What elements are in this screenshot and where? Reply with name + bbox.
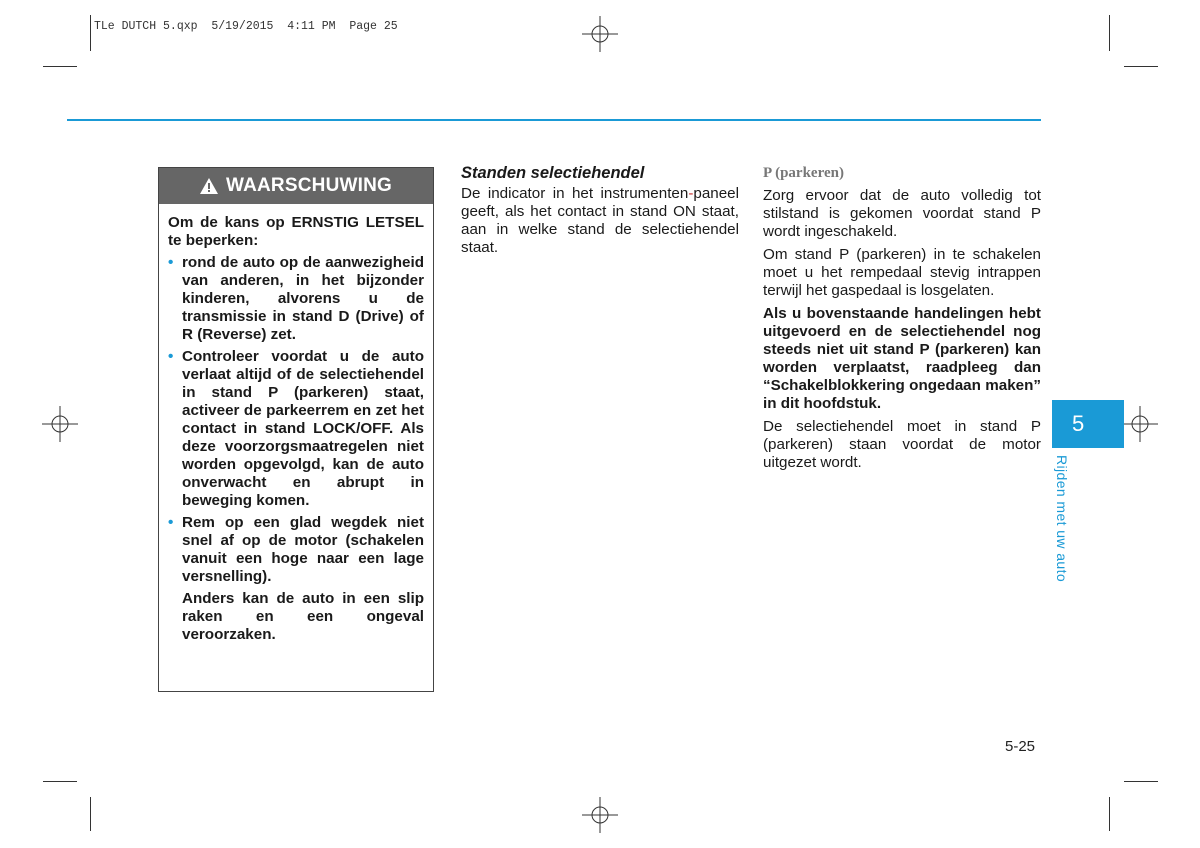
park-paragraph-2: Om stand P (parkeren) in te schakelen moet u het rempedaal stevig intrappen terwijl het gaspedaal is losgelaten.	[763, 246, 1041, 299]
hyphen-mark: -	[688, 185, 694, 202]
selector-positions-section	[461, 164, 739, 257]
registration-mark-left	[42, 406, 78, 442]
warning-header	[159, 168, 433, 204]
registration-mark-bottom	[582, 797, 618, 833]
crop-mark-bl-h	[43, 781, 77, 782]
section-paragraph: De indicator in het instrumenten-paneel geeft, als het contact in stand ON staat, aan in welke stand de selectiehendel staat.	[461, 185, 739, 256]
park-paragraph-4: De selectiehendel moet in stand P (parkeren) staan voordat de motor uitgezet wordt.	[763, 418, 1041, 471]
warning-list-item: • Rem op een glad wegdek niet snel af op de motor (schakelen vanuit een hoge naar een lage versnelling).	[168, 514, 424, 585]
warning-title: WAARSCHUWING	[226, 175, 392, 196]
chapter-title: Rijden met uw auto	[1054, 455, 1070, 583]
chapter-side-title	[1054, 455, 1090, 595]
crop-mark-br-v	[1109, 797, 1110, 831]
warning-intro: Om de kans op ERNSTIG LETSEL te beperken:	[168, 214, 424, 249]
print-slug: TLe DUTCH 5.qxp 5/19/2015 4:11 PM Page 25	[94, 20, 398, 33]
crop-mark-tl-v	[90, 15, 91, 51]
crop-mark-br-h	[1124, 781, 1158, 782]
warning-body	[159, 204, 433, 644]
registration-mark-right	[1122, 406, 1158, 442]
park-heading: P (parkeren)	[763, 165, 844, 181]
park-section	[763, 164, 1041, 477]
registration-mark-top	[582, 16, 618, 52]
section-heading: Standen selectiehendel	[461, 164, 645, 182]
crop-mark-bl-v	[90, 797, 91, 831]
warning-list-item: • rond de auto op de aanwezigheid van anderen, in het bijzonder kinderen, alvorens u de transmissie in stand D (Drive) of R (Reverse) zet.	[168, 254, 424, 343]
warning-tail: Anders kan de auto in een slip raken en een ongeval veroorzaken.	[182, 590, 424, 643]
crop-mark-tr-v	[1109, 15, 1110, 51]
bullet-dot-icon: •	[168, 514, 174, 531]
crop-mark-tr-h	[1124, 66, 1158, 67]
warning-triangle-icon	[200, 178, 218, 194]
header-rule	[67, 119, 1041, 121]
crop-mark-tl-h	[43, 66, 77, 67]
warning-list	[168, 254, 424, 586]
warning-list-item: • Controleer voordat u de auto verlaat altijd of de selectiehendel in stand P (parkeren) staat, activeer de parkeerrem en zet het contact in stand LOCK/OFF. Als deze voorzorgsmaatregelen niet worden opgevolgd, kan de auto onverwacht en abrupt in beweging komen.	[168, 348, 424, 509]
chapter-number: 5	[1072, 411, 1085, 436]
chapter-tab	[1052, 400, 1124, 448]
bullet-dot-icon: •	[168, 348, 174, 365]
park-paragraph-3: Als u bovenstaande handelingen hebt uitgevoerd en de selectiehendel nog steeds niet uit stand P (parkeren) kan worden verplaatst, raadpleeg dan “Schakelblokkering ongedaan maken” in dit hoofdstuk.	[763, 305, 1041, 412]
warning-box	[158, 167, 434, 692]
page-number: 5-25	[1005, 738, 1036, 755]
bullet-dot-icon: •	[168, 254, 174, 271]
park-paragraph-1: Zorg ervoor dat de auto volledig tot stilstand is gekomen voordat stand P wordt ingeschakeld.	[763, 187, 1041, 240]
